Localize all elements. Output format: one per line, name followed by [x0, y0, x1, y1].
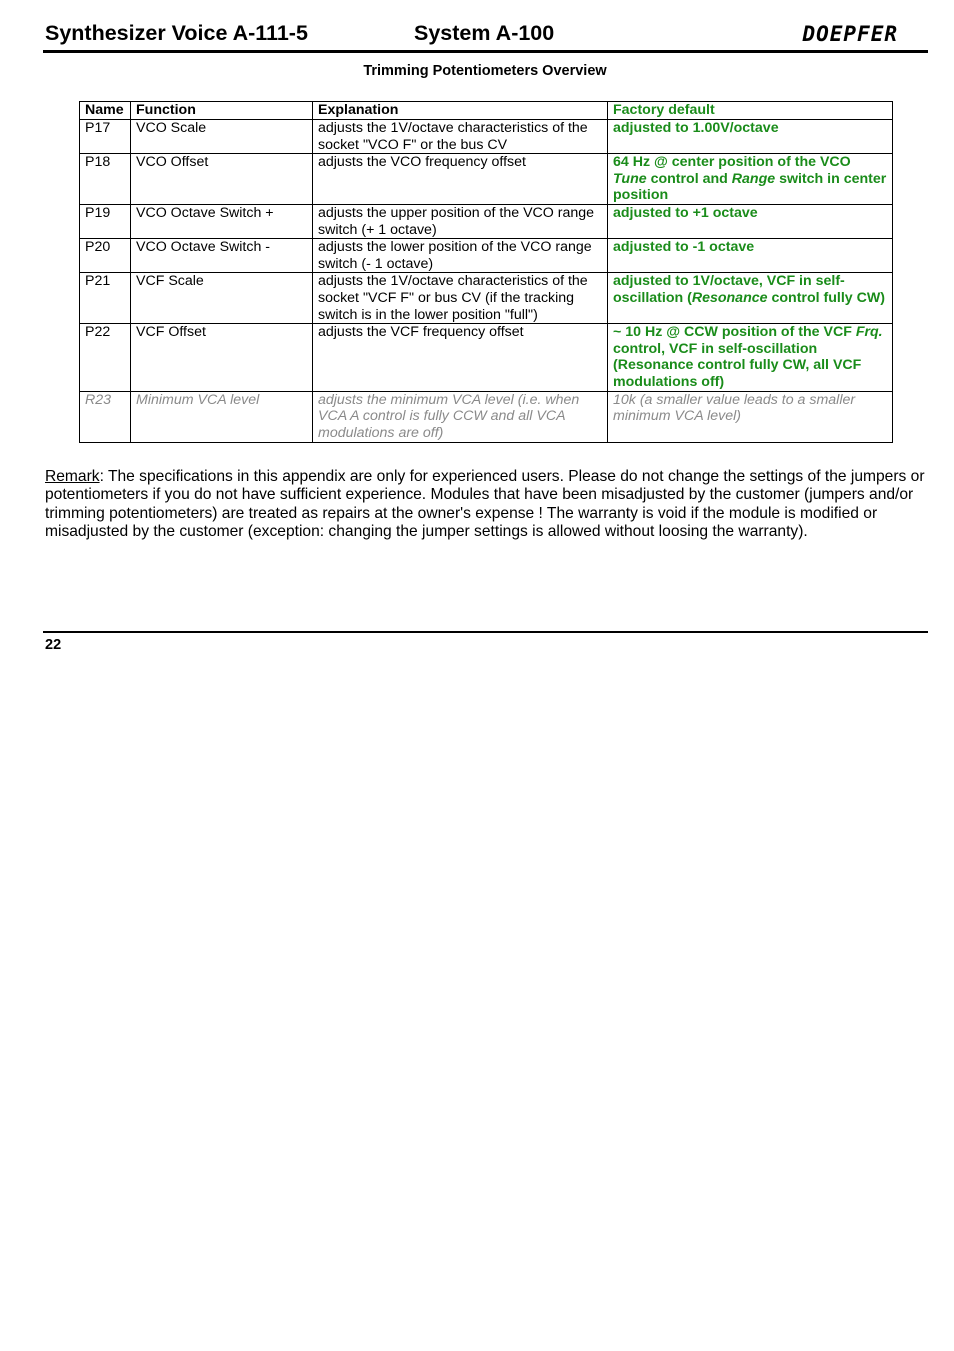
system-title: System A-100 — [414, 21, 555, 45]
table-row — [80, 273, 893, 324]
cell-factory-default — [608, 120, 893, 154]
cell-name: P18 — [80, 154, 131, 205]
default-text: control, VCF in self-oscillation (Resonance control fully CW, all VCF modulations off) — [613, 340, 862, 390]
footer-divider — [43, 631, 928, 633]
cell-function: VCF Scale — [131, 273, 313, 324]
section-title: Trimming Potentiometers Overview — [363, 63, 607, 79]
cell-function: VCO Octave Switch - — [131, 239, 313, 273]
default-text: adjusted to +1 octave — [613, 204, 758, 221]
cell-explanation: adjusts the VCO frequency offset — [313, 154, 608, 205]
default-emphasis: Resonance — [691, 289, 768, 306]
default-text: ~ 10 Hz @ CCW position of the VCF — [613, 324, 856, 341]
cell-explanation: adjusts the upper position of the VCO range switch (+ 1 octave) — [313, 204, 608, 238]
cell-name: P20 — [80, 239, 131, 273]
cell-function: VCO Offset — [131, 154, 313, 205]
cell-explanation: adjusts the 1V/octave characteristics of the socket "VCF F" or bus CV (if the tracking switch is in the lower position "full") — [313, 273, 608, 324]
table-header-row — [80, 102, 893, 120]
table-row — [80, 120, 893, 154]
cell-function: Minimum VCA level — [131, 391, 313, 442]
cell-explanation: adjusts the minimum VCA level (i.e. when VCA A control is fully CCW and all VCA modulations are off) — [313, 391, 608, 442]
default-text: 10k (a smaller value leads to a smaller minimum VCA level) — [613, 391, 856, 425]
cell-factory-default — [608, 391, 893, 442]
table-row — [80, 239, 893, 273]
trimming-table — [79, 101, 893, 443]
default-text: control and — [646, 170, 732, 187]
default-text: control fully CW) — [767, 289, 885, 306]
header-function: Function — [131, 102, 313, 120]
cell-name: P17 — [80, 120, 131, 154]
default-emphasis: Range — [731, 170, 776, 187]
cell-factory-default — [608, 273, 893, 324]
default-emphasis: Tune — [613, 170, 647, 187]
default-text: 64 Hz @ center position of the VCO — [613, 154, 851, 171]
cell-factory-default — [608, 239, 893, 273]
cell-function: VCF Offset — [131, 324, 313, 391]
table-body — [80, 120, 893, 443]
cell-factory-default — [608, 204, 893, 238]
table-row — [80, 391, 893, 442]
cell-function: VCO Scale — [131, 120, 313, 154]
default-text: adjusted to 1V/octave, VCF in self-oscillation ( — [613, 273, 845, 306]
header-factory-default: Factory default — [608, 102, 893, 120]
cell-name: R23 — [80, 391, 131, 442]
cell-factory-default — [608, 324, 893, 391]
header-name: Name — [80, 102, 131, 120]
default-emphasis: Frq. — [855, 324, 883, 341]
page-header — [43, 20, 928, 53]
header-explanation: Explanation — [313, 102, 608, 120]
default-text: adjusted to -1 octave — [613, 239, 755, 256]
remark-label: Remark — [45, 468, 100, 485]
cell-name: P21 — [80, 273, 131, 324]
default-text: adjusted to 1.00V/octave — [613, 120, 779, 136]
cell-explanation: adjusts the 1V/octave characteristics of the socket "VCO F" or the bus CV — [313, 120, 608, 154]
table-row — [80, 204, 893, 238]
cell-factory-default — [608, 154, 893, 205]
page-number: 22 — [45, 637, 62, 653]
document-title: Synthesizer Voice A-111-5 — [45, 21, 308, 45]
doepfer-logo: DOEPFER — [802, 22, 898, 46]
cell-explanation: adjusts the VCF frequency offset — [313, 324, 608, 391]
remark-paragraph — [45, 468, 930, 542]
cell-function: VCO Octave Switch + — [131, 204, 313, 238]
table-row — [80, 154, 893, 205]
cell-name: P19 — [80, 204, 131, 238]
remark-text: : The specifications in this appendix are only for experienced users. Please do not change the settings of the jumpers or potentiometers if you do not have sufficient experience. Modules that have been misadjusted by the customer (jumpers and/or trimming potentiometers) are treated as repairs at the owner's expense ! The warranty is void if the module is modified or misadjusted by the customer (exception: changing the jumper settings is allowed without loosing the warranty). — [45, 468, 925, 541]
table-row — [80, 324, 893, 391]
default-text: switch in center position — [613, 170, 887, 204]
cell-explanation: adjusts the lower position of the VCO range switch (- 1 octave) — [313, 239, 608, 273]
cell-name: P22 — [80, 324, 131, 391]
